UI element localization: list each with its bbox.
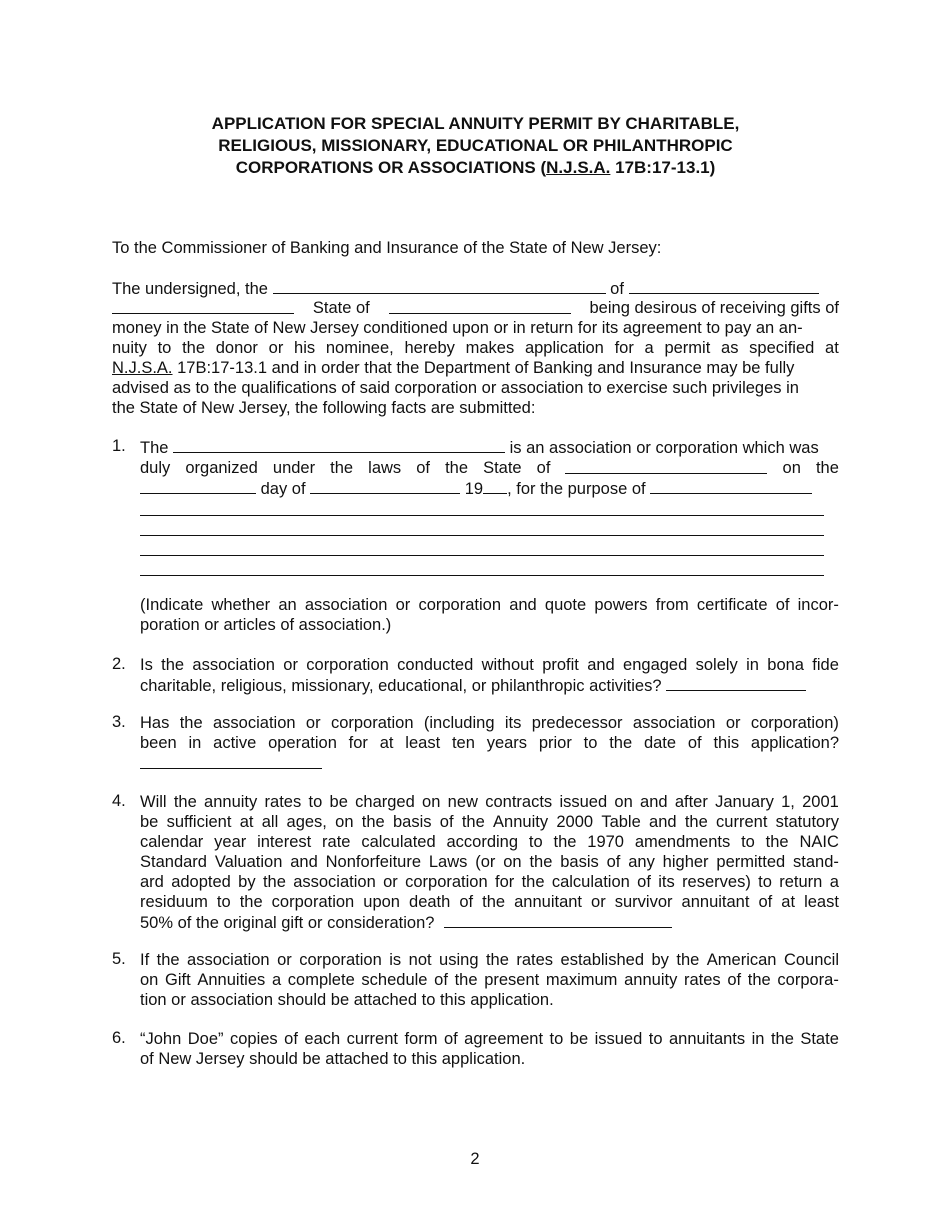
intro-line-4: nuity to the donor or his nominee, hereby makes application for a permit as specified at <box>112 339 839 357</box>
purpose-field[interactable] <box>650 478 812 494</box>
state-field[interactable] <box>389 298 571 314</box>
organized-state-field[interactable] <box>565 458 767 474</box>
intro-line-6: advised as to the qualifications of said corporation or association to exercise such privileges in <box>112 379 799 397</box>
form-title <box>112 113 839 179</box>
organized-month-field[interactable] <box>310 478 460 494</box>
page-number: 2 <box>470 1150 480 1168</box>
organized-year-field[interactable] <box>483 478 507 494</box>
county-field[interactable] <box>112 298 294 314</box>
intro-line-2: State of being desirous of receiving gifts of <box>112 298 839 318</box>
intro-line-5: N.J.S.A. 17B:17-13.1 and in order that the Department of Banking and Insurance may be fully <box>112 359 795 377</box>
purpose-line-4[interactable] <box>140 575 824 576</box>
residuum-answer-field[interactable] <box>444 912 672 928</box>
city-field[interactable] <box>629 278 819 294</box>
title-line-1: APPLICATION FOR SPECIAL ANNUITY PERMIT BY CHARITABLE, <box>211 114 740 133</box>
purpose-line-1[interactable] <box>140 515 824 516</box>
intro-line-1: The undersigned, the of <box>112 278 839 299</box>
nonprofit-answer-field[interactable] <box>666 675 806 691</box>
item-1-line-2: duly organized under the laws of the State of on the <box>140 459 839 477</box>
organization-name-field[interactable] <box>273 278 606 294</box>
title-line-2: RELIGIOUS, MISSIONARY, EDUCATIONAL OR PHILANTHROPIC <box>218 136 733 155</box>
intro-line-3: money in the State of New Jersey conditioned upon or in return for its agreement to pay an an- <box>112 319 803 337</box>
organized-day-field[interactable] <box>140 478 256 494</box>
active-operation-answer-field[interactable] <box>140 753 322 769</box>
intro-line-7: the State of New Jersey, the following facts are submitted: <box>112 399 536 417</box>
purpose-line-2[interactable] <box>140 535 824 536</box>
item-1-note: (Indicate whether an association or corporation and quote powers from certificate of incor- poration or articles of association.) <box>140 596 839 634</box>
salutation: To the Commissioner of Banking and Insurance of the State of New Jersey: <box>112 239 662 257</box>
purpose-line-3[interactable] <box>140 555 824 556</box>
title-line-3: CORPORATIONS OR ASSOCIATIONS (N.J.S.A. 17B:17-13.1) <box>235 158 716 177</box>
organization-name-field-2[interactable] <box>173 437 505 453</box>
